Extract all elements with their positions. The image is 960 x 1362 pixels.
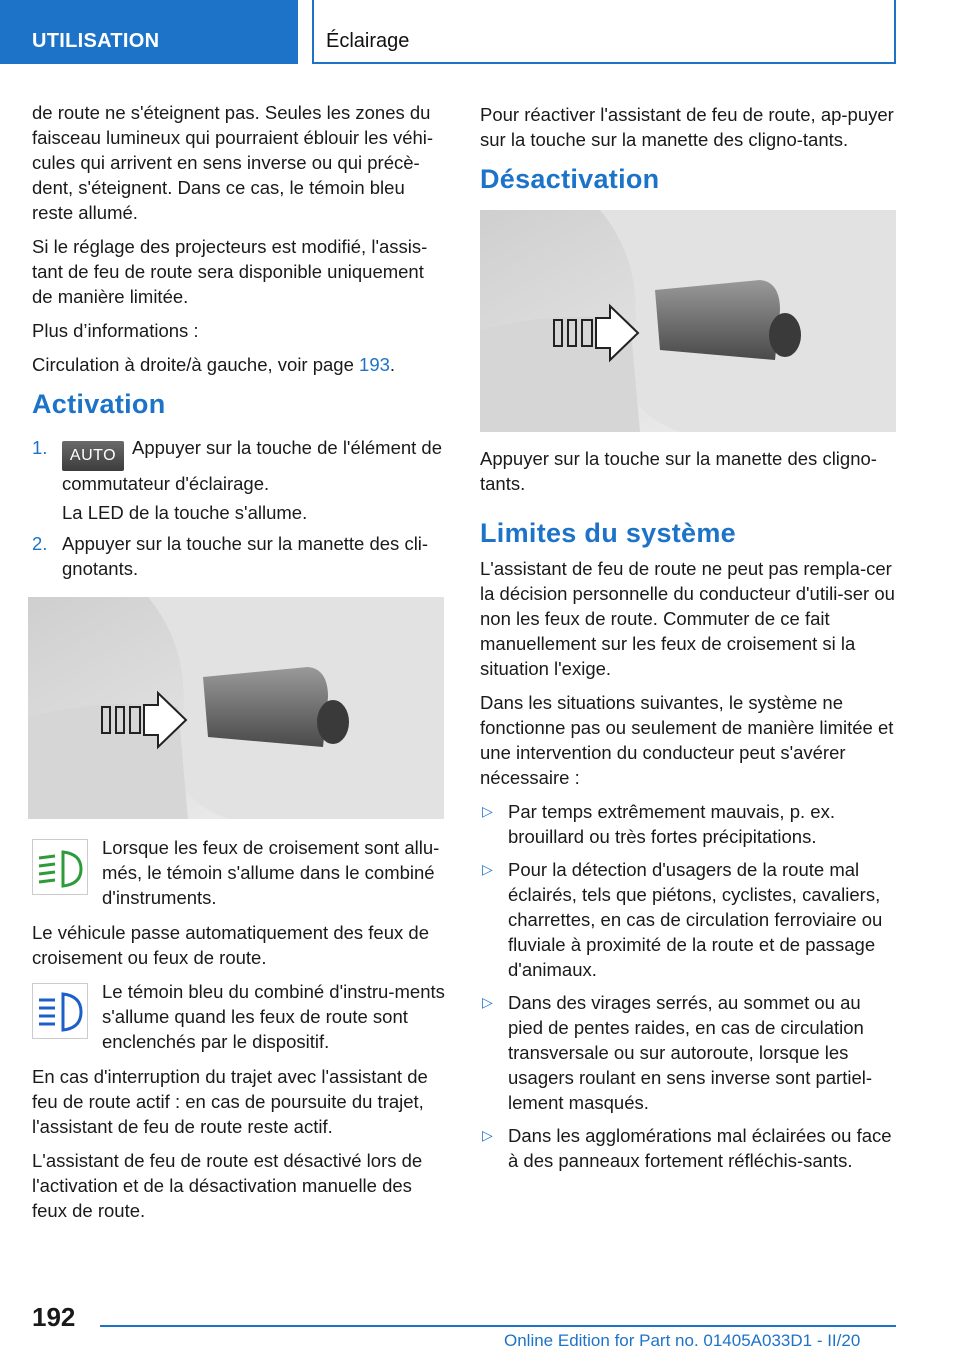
footer-divider (100, 1325, 896, 1327)
paragraph-with-link (32, 352, 448, 377)
bullet-triangle-icon: ▷ (482, 1127, 493, 1143)
right-column (480, 102, 896, 1181)
step-subtext: La LED de la touche s'allume. (62, 502, 308, 523)
section-heading-limits: Limites du système (480, 518, 736, 548)
step-number: 2. (32, 533, 48, 554)
paragraph: Plus d’informations : (32, 320, 199, 341)
list-item (480, 1123, 896, 1173)
list-item-text: Pour la détection d'usagers de la route mal éclairés, tels que piétons, cyclistes, cavaliers, charrettes, en cas de circulation ferroviaire ou fluviale à proximité de la route et de passage d'animaux. (508, 859, 883, 980)
indicator-note (32, 979, 448, 1054)
paragraph: Pour réactiver l'assistant de feu de route, ap-puyer sur la touche sur la manette des cligno-tants. (480, 104, 894, 150)
chapter-title: Éclairage (326, 30, 410, 52)
page-link[interactable]: 193 (359, 354, 390, 375)
indicator-note-text: Le témoin bleu du combiné d'instru-ments s'allume quand les feux de route sont enclenchés par le dispositif. (102, 981, 445, 1052)
list-item (480, 990, 896, 1115)
paragraph: L'assistant de feu de route ne peut pas rempla-cer la décision personnelle du conducteur d'utili-ser ou non les feux de route. Commuter de ce fait manuellement sur les feux de croisement si la situation l'exige. (480, 558, 895, 679)
section-heading-deactivation: Désactivation (480, 164, 660, 194)
page-header-title (312, 0, 896, 64)
left-column (32, 100, 448, 1232)
turn-signal-stalk-figure (28, 597, 444, 819)
paragraph: En cas d'interruption du trajet avec l'assistant de feu de route actif : en cas de poursuite du trajet, l'assistant de feu de route reste actif. (32, 1066, 428, 1137)
paragraph: Le véhicule passe automatiquement des feux de croisement ou feux de route. (32, 922, 429, 968)
footer-edition: Online Edition for Part no. 01405A033D1 - II/20 (504, 1331, 861, 1350)
indicator-note-text: Lorsque les feux de croisement sont allu-més, le témoin s'allume dans le combiné d'instruments. (102, 837, 440, 908)
list-item-text: Par temps extrêmement mauvais, p. ex. brouillard ou très fortes précipitations. (508, 801, 835, 847)
list-item (480, 857, 896, 982)
section-tab (0, 0, 298, 64)
indicator-note (32, 835, 448, 910)
list-item (32, 435, 448, 525)
high-beam-indicator-icon (32, 983, 88, 1039)
page-number: 192 (32, 1302, 76, 1332)
list-item (480, 799, 896, 849)
paragraph: Appuyer sur la touche sur la manette des cligno-tants. (480, 448, 877, 494)
paragraph: de route ne s'éteignent pas. Seules les zones du faisceau lumineux qui pourraient éblouir les véhi-cules qui arrivent en sens inverse ou qui précè-dent, s'éteignent. Dans ce cas, le témoin bleu reste allumé. (32, 102, 434, 223)
section-heading-activation: Activation (32, 389, 166, 419)
steps-list (32, 435, 448, 581)
bullet-triangle-icon: ▷ (482, 803, 493, 819)
low-beam-indicator-icon (32, 839, 88, 895)
bullet-triangle-icon: ▷ (482, 861, 493, 877)
limitations-list (480, 799, 896, 1173)
step-text: Appuyer sur la touche sur la manette des cli-gnotants. (62, 533, 429, 579)
turn-signal-stalk-figure (480, 210, 896, 432)
list-item (32, 531, 448, 581)
auto-button-icon: AUTO (62, 441, 124, 471)
step-number: 1. (32, 437, 48, 458)
step-text: Appuyer sur la touche de l'élément de commutateur d'éclairage. (62, 437, 443, 494)
paragraph-text: Circulation à droite/à gauche, voir page (32, 354, 360, 375)
paragraph: Si le réglage des projecteurs est modifié, l'assis-tant de feu de route sera disponible uniquement de manière limitée. (32, 236, 428, 307)
paragraph-text: . (389, 354, 396, 375)
bullet-triangle-icon: ▷ (482, 994, 493, 1010)
list-item-text: Dans les agglomérations mal éclairées ou face à des panneaux fortement réfléchis-sants. (508, 1125, 892, 1171)
paragraph: Dans les situations suivantes, le système ne fonctionne pas ou seulement de manière limitée et une intervention du conducteur peut s'avérer nécessaire : (480, 692, 894, 788)
section-label: UTILISATION (32, 30, 160, 52)
paragraph: L'assistant de feu de route est désactivé lors de l'activation et de la désactivation manuelle des feux de route. (32, 1150, 423, 1221)
list-item-text: Dans des virages serrés, au sommet ou au pied de pentes raides, en cas de circulation transversale ou sur autoroute, lorsque les usagers roulant en sens inverse sont partiel-lement masqués. (508, 992, 873, 1113)
